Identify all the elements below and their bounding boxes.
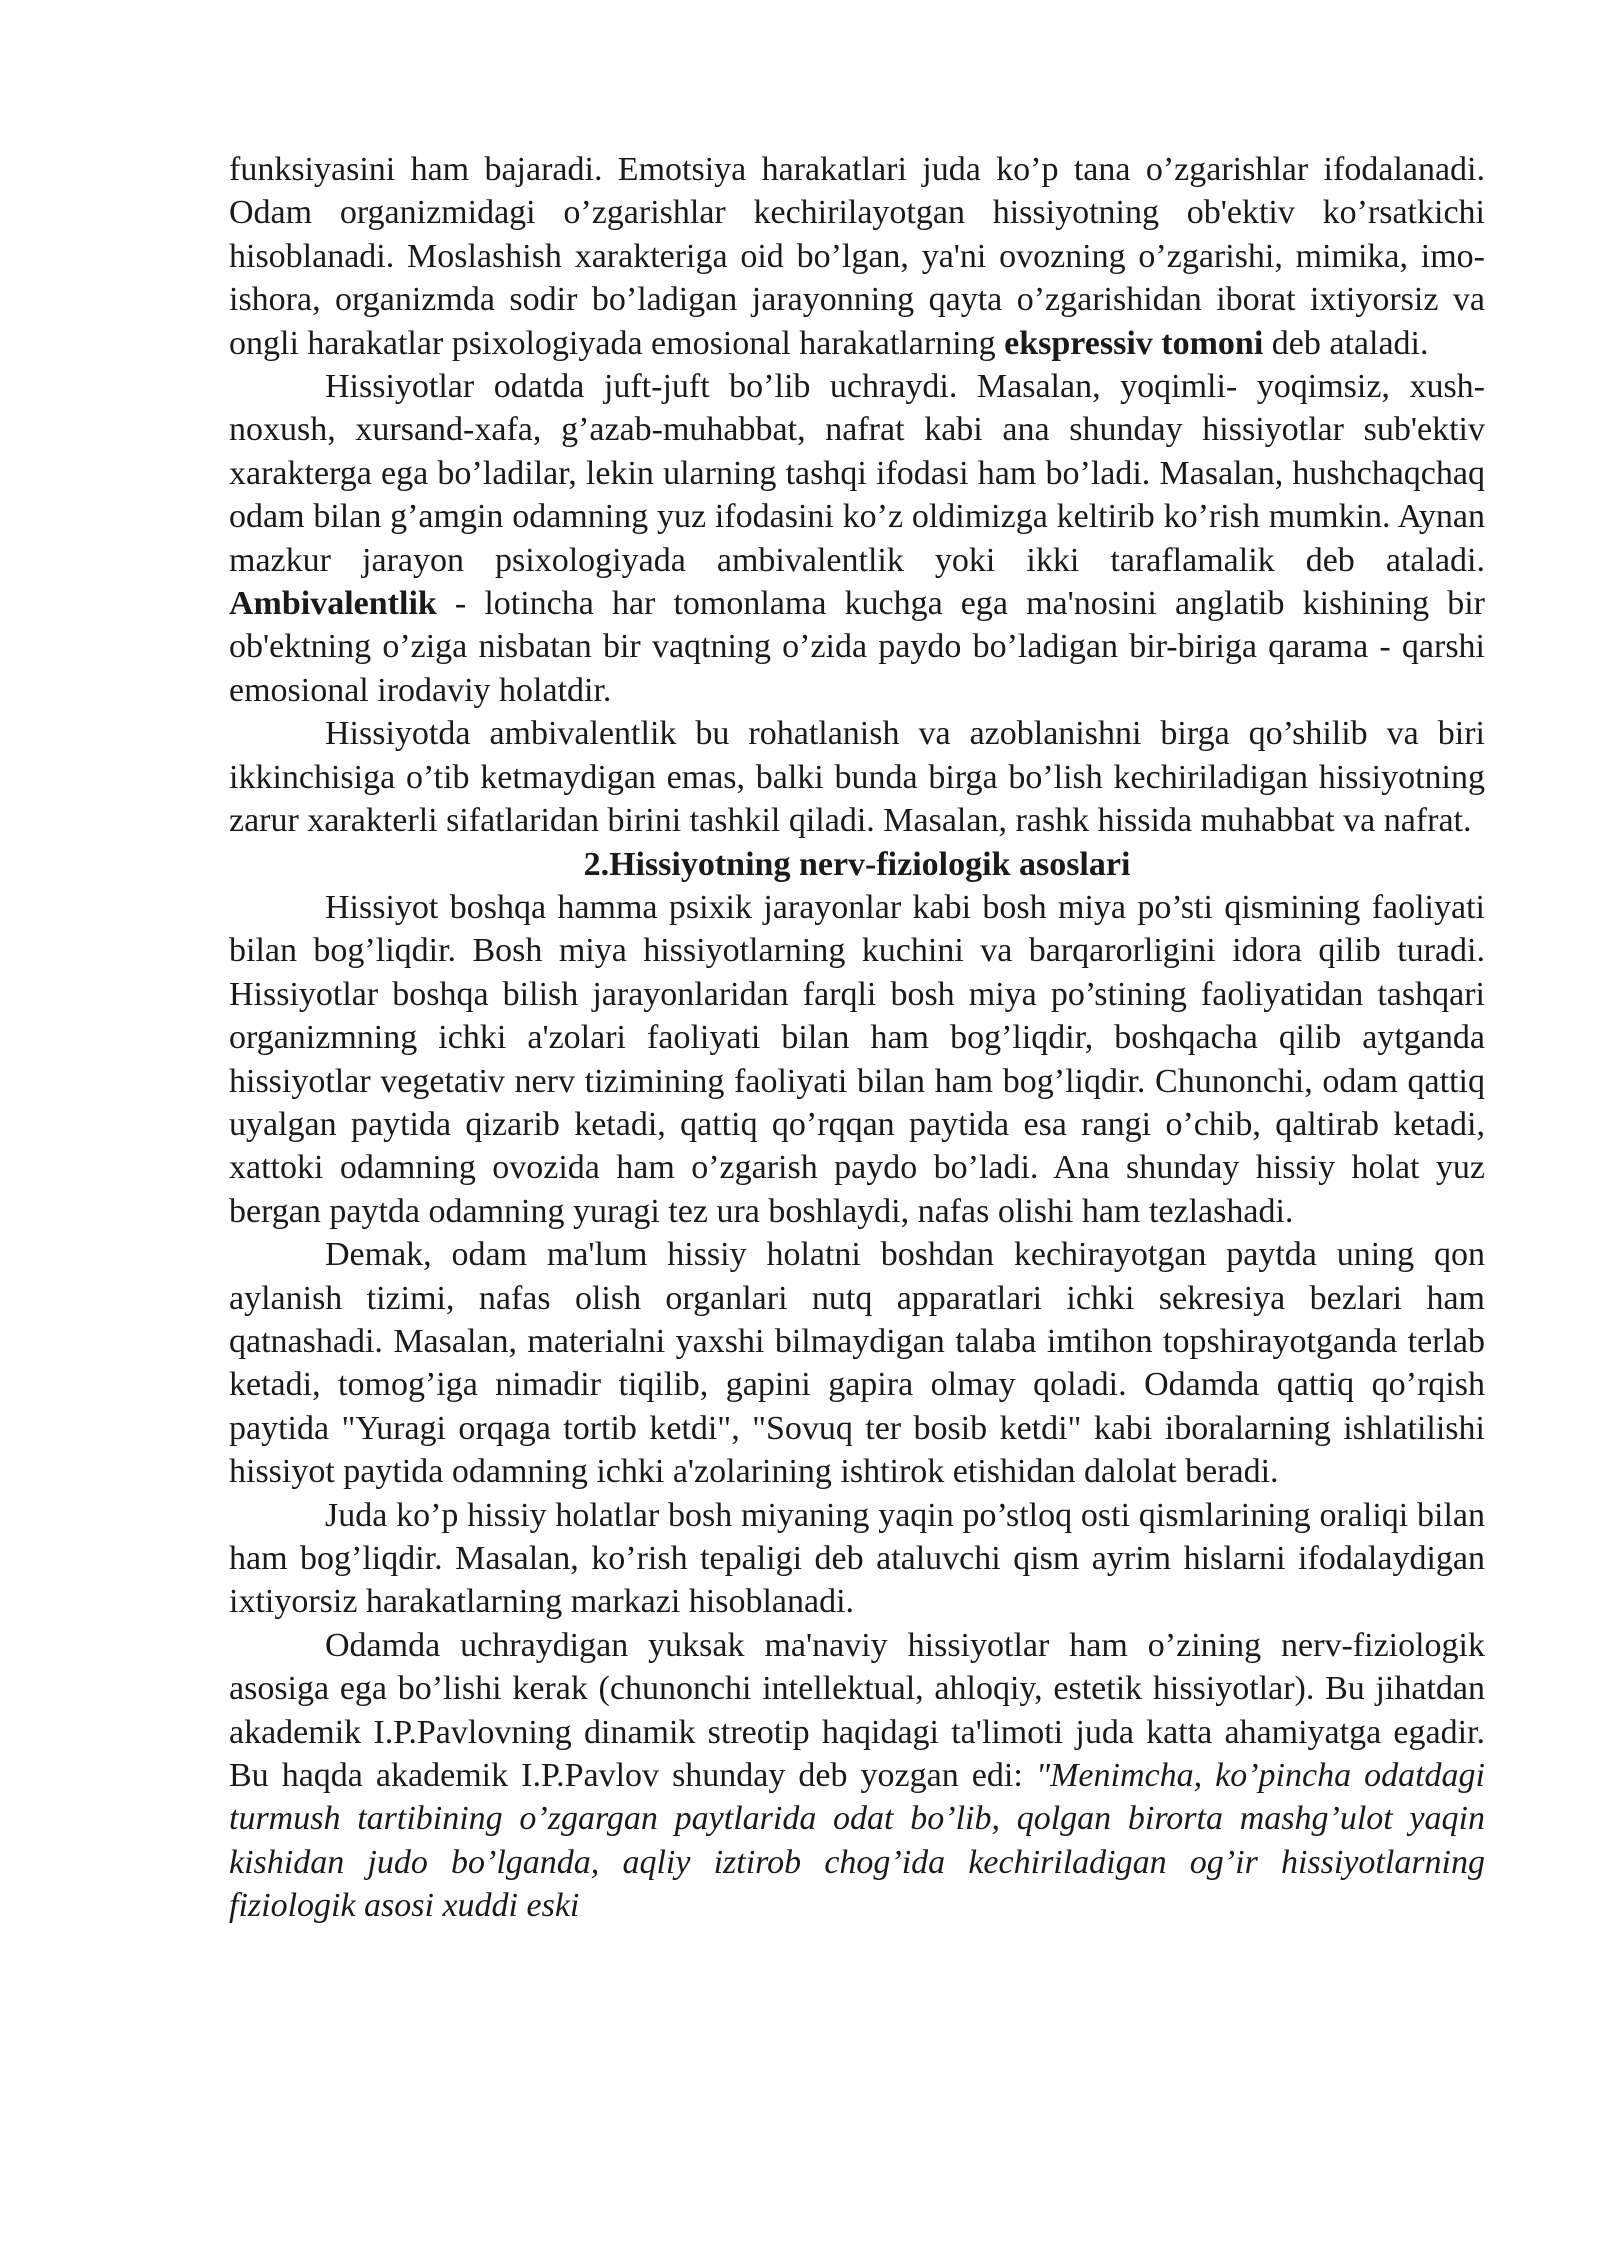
- pavlov-quote: "Menimcha, ko’pincha odatdagi turmush tartibining o’zgargan paytlarida odat bo’lib, qolgan birorta mashg’ulot yaqin kishidan judo bo’lganda, aqliy iztirob chog’ida kechiriladigan og’ir hissiyotlarning fiziologik asosi xuddi eski: [229, 1757, 1486, 1925]
- paragraph-2: [229, 365, 1485, 712]
- paragraph-1-end: deb ataladi.: [1263, 324, 1429, 362]
- section-heading: 2.Hissiyotning nerv-fiziologik asoslari: [583, 845, 1131, 883]
- paragraph-4: Hissiyot boshqa hamma psixik jarayonlar kabi bosh miya po’sti qismining faoliyati bilan bog’liqdir. Bosh miya hissiyotlarning kuchini va barqarorligini idora qilib turadi. Hissiyotlar boshqa bilish jarayonlaridan farqli bosh miya po’stining faoliyatidan tashqari organizmning ichki a'zolari faoliyati bilan ham bog’liqdir, boshqacha qilib aytganda hissiyotlar vegetativ nerv tizimining faoliyati bilan ham bog’liqdir. Chunonchi, odam qattiq uyalgan paytida qizarib ketadi, qattiq qo’rqqan paytida esa rangi o’chib, qaltirab ketadi, xattoki odamning ovozida ham o’zgarish paydo bo’ladi. Ana shunday hissiy holat yuz bergan paytda odamning yuragi tez ura boshlaydi, nafas olishi ham tezlashadi.: [229, 888, 1485, 1230]
- paragraph-2-end: - lotincha har tomonlama kuchga ega ma'nosini anglatib kishining bir ob'ektning o’ziga nisbatan bir vaqtning o’zida paydo bo’ladigan bir-biriga qarama - qarshi emosional irodaviy holatdir.: [229, 585, 1485, 709]
- paragraph-3: Hissiyotda ambivalentlik bu rohatlanish va azoblanishni birga qo’shilib va biri ikkinchisiga o’tib ketmaydigan emas, balki bunda birga bo’lish kechiriladigan hissiyotning zarur xarakterli sifatlaridan birini tashkil qiladi. Masalan, rashk hissida muhabbat va nafrat.: [229, 715, 1485, 840]
- paragraph-7: [229, 1624, 1485, 1928]
- term-ambivalentlik: Ambivalentlik: [229, 585, 437, 623]
- paragraph-7-text: Odamda uchraydigan yuksak ma'naviy hissiyotlar ham o’zining nerv-fiziologik asosiga ega bo’lishi kerak (chunonchi intellektual, ahloqiy, estetik hissiyotlar). Bu jihatdan akademik I.P.Pavlovning dinamik streotip haqidagi ta'limoti juda katta ahamiyatga egadir. Bu haqda akademik I.P.Pavlov shunday deb yozgan edi:: [229, 1626, 1485, 1795]
- term-ekspressiv-tomoni: ekspressiv tomoni: [1004, 324, 1264, 362]
- paragraph-1-text: funksiyasini ham bajaradi. Emotsiya harakatlari juda ko’p tana o’zgarishlar ifodalanadi. Odam organizmidagi o’zgarishlar kechirilayotgan hissiyotning ob'ektiv ko’rsatkichi hisoblanadi. Moslashish xarakteriga oid bo’lgan, ya'ni ovozning o’zgarishi, mimika, imo-ishora, organizmda sodir bo’ladigan jarayonning qayta o’zgarishidan iborat ixtiyorsiz va ongli harakatlar psixologiyada emosional harakatlarning: [229, 151, 1485, 362]
- paragraph-2-text: Hissiyotlar odatda juft-juft bo’lib uchraydi. Masalan, yoqimli- yoqimsiz, xush-noxush, xursand-xafa, g’azab-muhabbat, nafrat kabi ana shunday hissiyotlar sub'ektiv xarakterga ega bo’ladilar, lekin ularning tashqi ifodasi ham bo’ladi. Masalan, hushchaqchaq odam bilan g’amgin odamning yuz ifodasini ko’z oldimizga keltirib ko’rish mumkin. Aynan mazkur jarayon psixologiyada ambivalentlik yoki ikki taraflamalik deb ataladi.: [229, 368, 1485, 579]
- paragraph-6: Juda ko’p hissiy holatlar bosh miyaning yaqin po’stloq osti qismlarining oraliqi bilan ham bog’liqdir. Masalan, ko’rish tepaligi deb ataluvchi qism ayrim hislarni ifodalaydigan ixtiyorsiz harakatlarning markazi hisoblanadi.: [229, 1496, 1485, 1621]
- document-page: [229, 148, 1485, 1928]
- paragraph-5: Demak, odam ma'lum hissiy holatni boshdan kechirayotgan paytda uning qon aylanish tizimi, nafas olish organlari nutq apparatlari ichki sekresiya bezlari ham qatnashadi. Masalan, materialni yaxshi bilmaydigan talaba imtihon topshirayotganda terlab ketadi, tomog’iga nimadir tiqilib, gapini gapira olmay qoladi. Odamda qattiq qo’rqish paytida "Yuragi orqaga tortib ketdi", "Sovuq ter bosib ketdi" kabi iboralarning ishlatilishi hissiyot paytida odamning ichki a'zolarining ishtirok etishidan dalolat beradi.: [229, 1236, 1485, 1491]
- paragraph-1: [229, 148, 1485, 365]
